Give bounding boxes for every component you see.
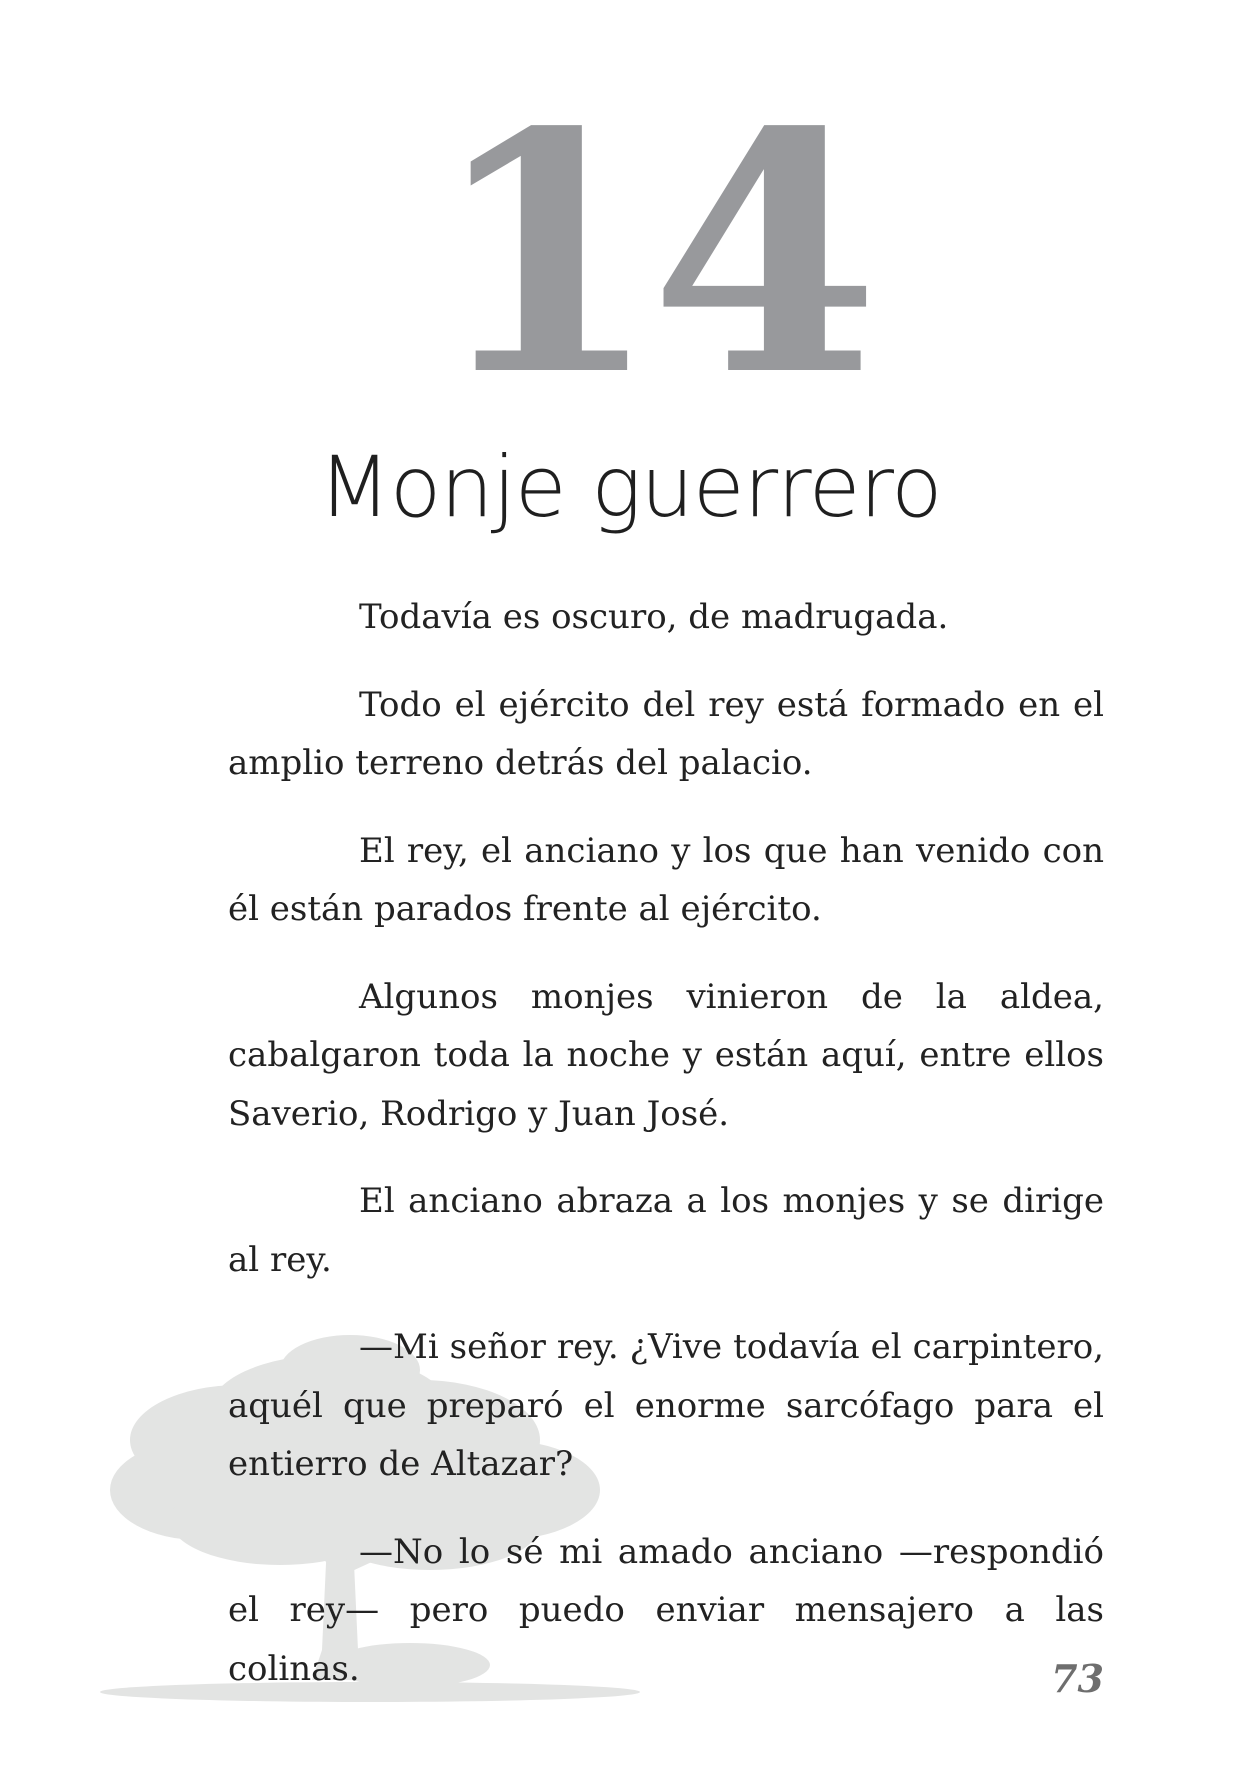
paragraph: Todo el ejército del rey está formado en el amplio terreno detrás del palacio. [228, 684, 1104, 783]
chapter-body [228, 588, 1104, 1727]
paragraph: El rey, el anciano y los que han venido con él están parados frente al ejército. [228, 830, 1104, 929]
chapter-number: 14 [430, 60, 870, 448]
page-number: 73 [1051, 1656, 1104, 1701]
paragraph: Algunos monjes vinieron de la aldea, cabalgaron toda la noche y están aquí, entre ellos Saverio, Rodrigo y Juan José. [228, 976, 1104, 1134]
paragraph: —Mi señor rey. ¿Vive todavía el carpintero, aquél que preparó el enorme sarcófago para el entierro de Altazar? [228, 1327, 1104, 1484]
chapter-title: Monje guerrero [318, 438, 942, 536]
paragraph: El anciano abraza a los monjes y se dirige al rey. [228, 1181, 1104, 1280]
paragraph: —No lo sé mi amado anciano —respondió el rey— pero puedo enviar mensajero a las colinas. [228, 1531, 1104, 1689]
paragraph: Todavía es oscuro, de madrugada. [359, 597, 949, 637]
